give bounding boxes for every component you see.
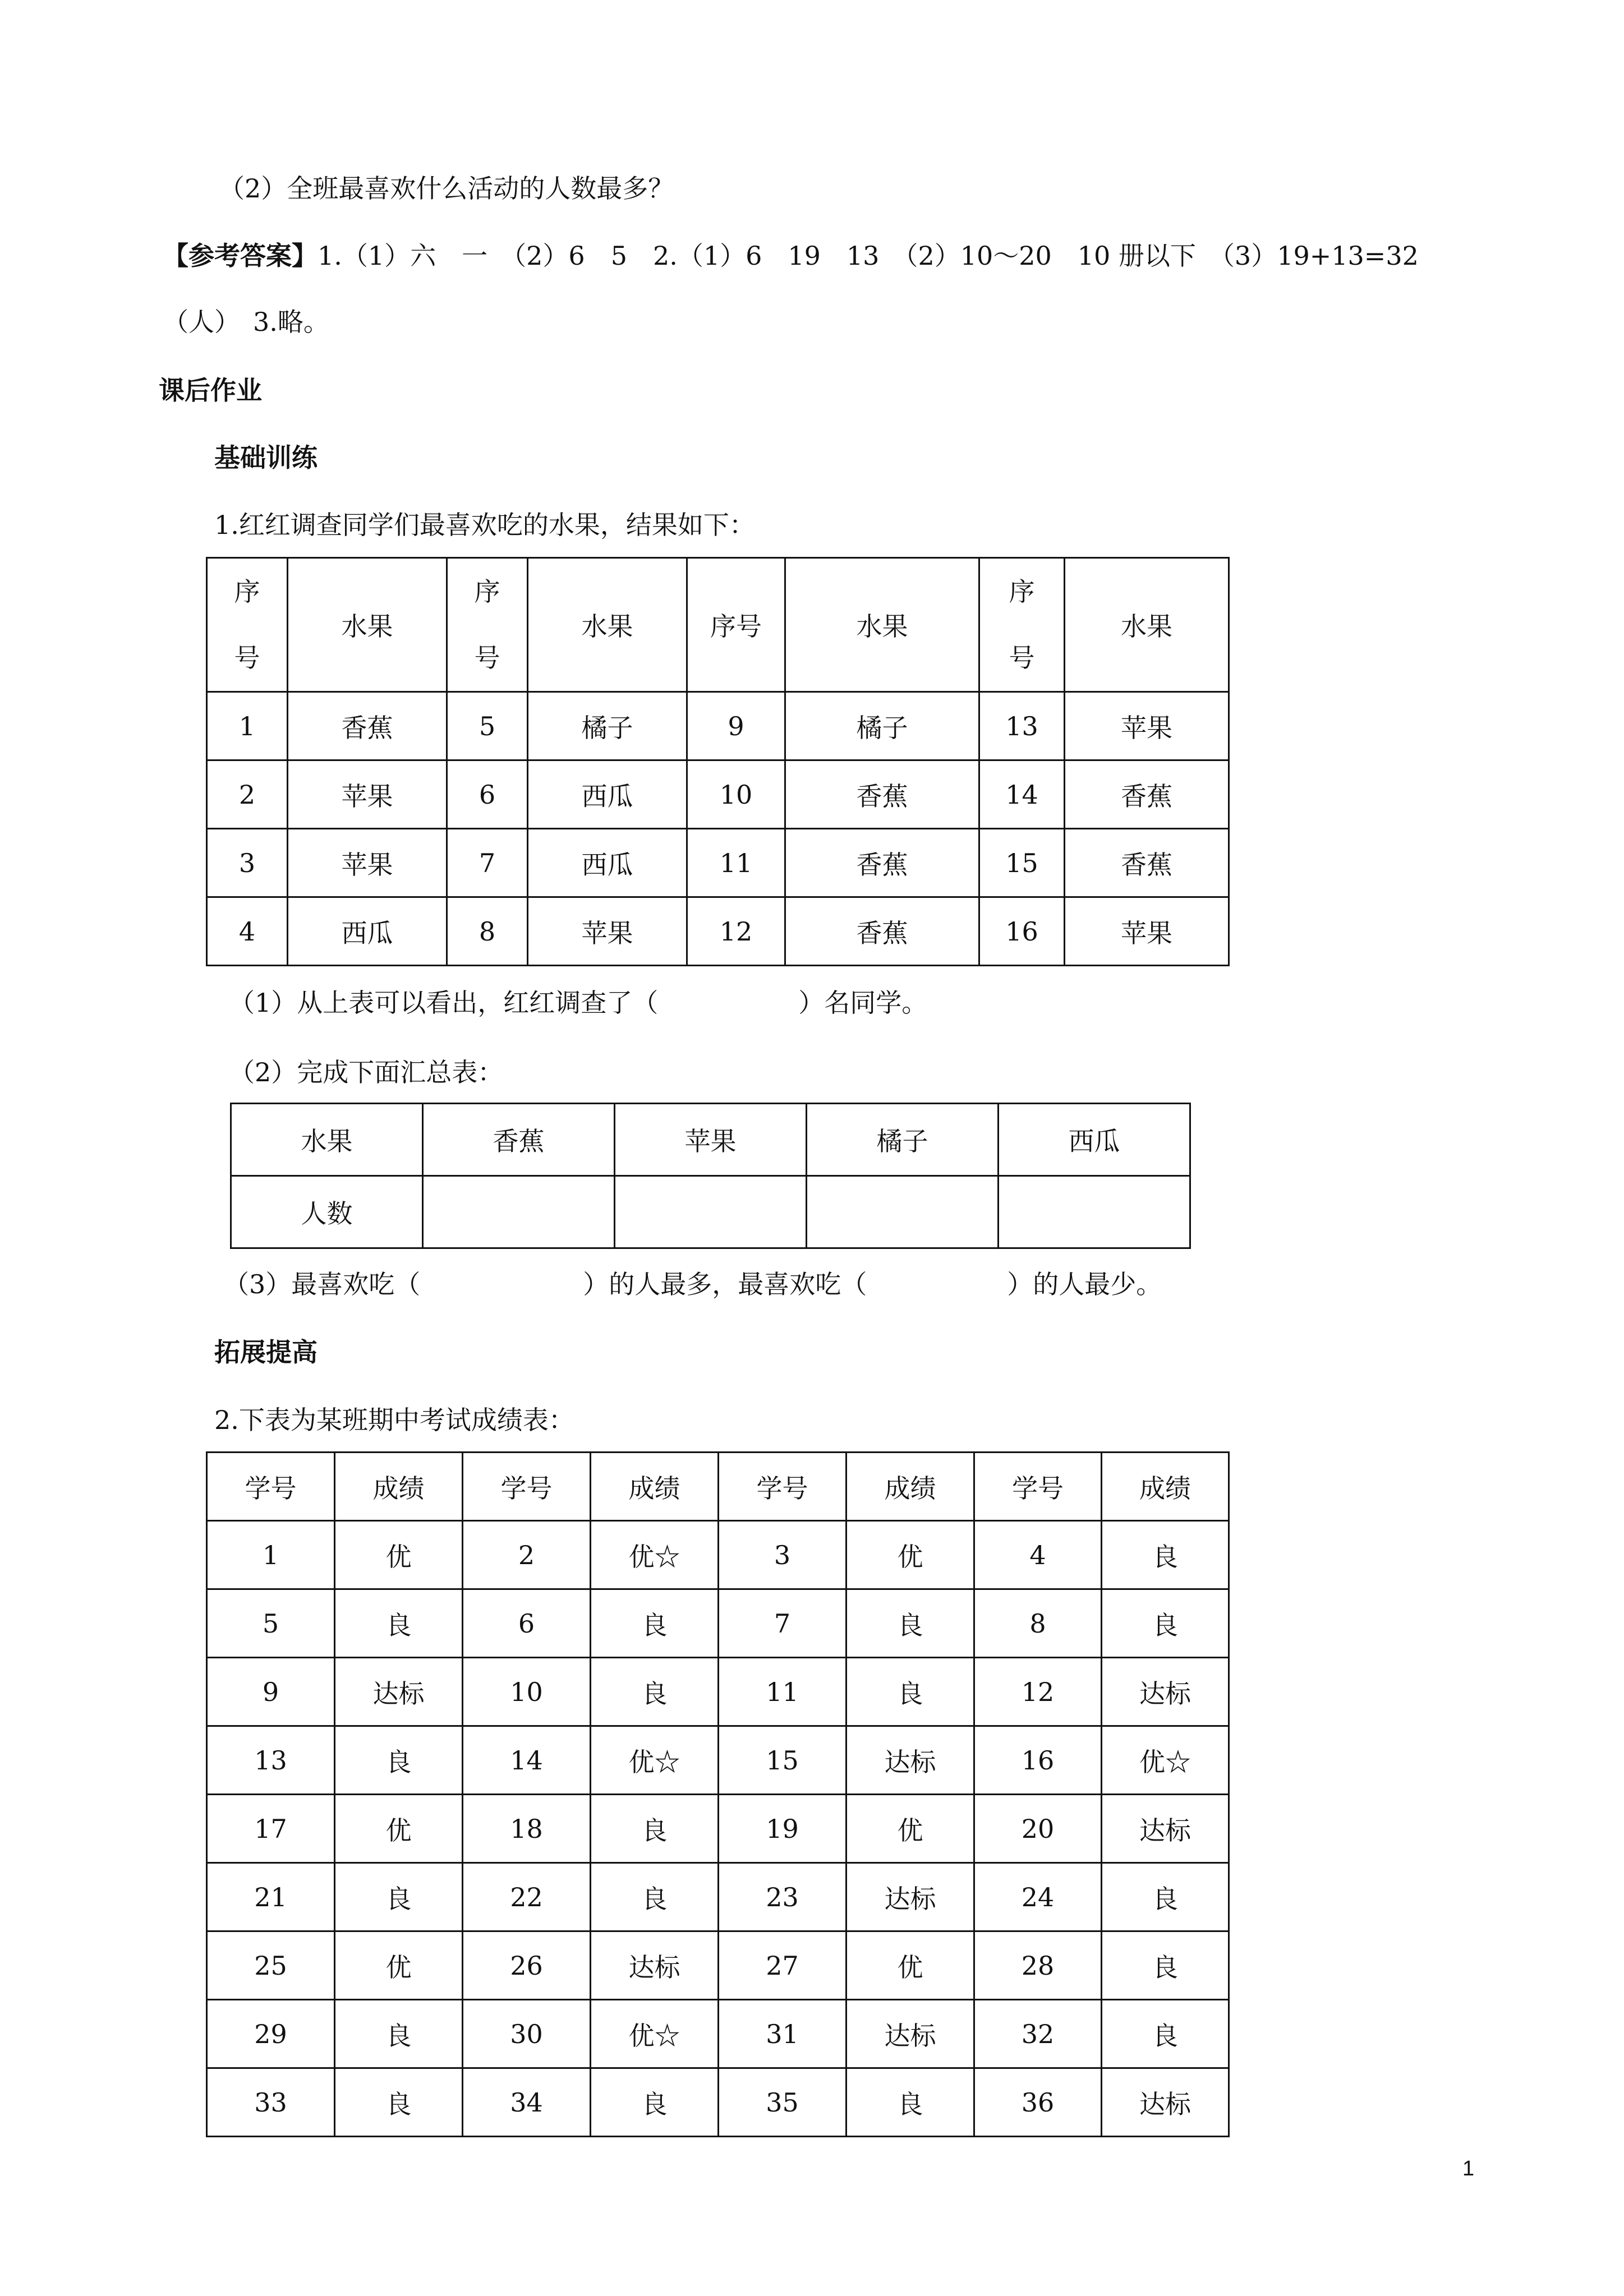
answer-line-2: （人） 3.略。 [163, 307, 329, 337]
page-number: 1 [1462, 2157, 1475, 2180]
table-row [207, 1931, 1229, 2000]
sub-question-1-suffix: ）名同学。 [798, 988, 928, 1018]
table-cell: 6 [463, 1589, 591, 1658]
table-cell: 10 [463, 1658, 591, 1726]
table-cell: 4 [974, 1521, 1102, 1589]
table-row [207, 1726, 1229, 1795]
table-cell: 优 [846, 1931, 974, 2000]
table-cell: 达标 [1102, 1658, 1229, 1726]
table-cell: 24 [974, 1863, 1102, 1931]
sub-question-1-prefix: （1）从上表可以看出，红红调查了（ [229, 988, 659, 1018]
table-cell: 11 [719, 1658, 846, 1726]
table-cell: 14 [979, 760, 1065, 829]
table-row [207, 1521, 1229, 1589]
header-cell: 成绩 [1102, 1453, 1229, 1521]
header-cell: 水果 [785, 558, 979, 692]
sub-question-3-part-b: ）的人最多，最喜欢吃（ [583, 1269, 867, 1299]
sub-question-3 [223, 1267, 1162, 1301]
table-header-row [207, 558, 1229, 692]
table-cell: 15 [719, 1726, 846, 1795]
table-cell: 7 [447, 829, 528, 897]
table-cell: 达标 [846, 1726, 974, 1795]
table-cell: 27 [719, 1931, 846, 2000]
table-cell: 良 [335, 1726, 463, 1795]
summary-table [230, 1103, 1191, 1249]
table-cell: 良 [335, 1863, 463, 1931]
table-cell: 14 [463, 1726, 591, 1795]
table-cell: 优 [846, 1795, 974, 1863]
table-cell: 香蕉 [785, 760, 979, 829]
table-cell: 优☆ [1102, 1726, 1229, 1795]
table-row [207, 1589, 1229, 1658]
grades-table [206, 1451, 1230, 2137]
table-cell: 良 [591, 1589, 719, 1658]
summary-answer-cell[interactable] [999, 1176, 1190, 1248]
extend-heading: 拓展提高 [214, 1337, 318, 1367]
table-cell: 9 [687, 692, 785, 760]
question-1-text: 1.红红调查同学们最喜欢吃的水果，结果如下： [214, 510, 755, 540]
table-cell: 达标 [591, 1931, 719, 2000]
table-cell: 2 [463, 1521, 591, 1589]
table-cell: 22 [463, 1863, 591, 1931]
table-cell: 良 [591, 1863, 719, 1931]
table-cell: 优 [846, 1521, 974, 1589]
table-cell: 优☆ [591, 2000, 719, 2068]
answer-text-1: 1.（1）六 一 （2）6 5 2.（1）6 19 13 （2）10～20 10 册以下 （3）19+13=32 [318, 241, 1419, 271]
table-cell: 3 [719, 1521, 846, 1589]
table-cell: 3 [207, 829, 288, 897]
table-cell: 西瓜 [288, 897, 447, 966]
table-cell: 12 [974, 1658, 1102, 1726]
table-cell: 29 [207, 2000, 335, 2068]
summary-cell: 西瓜 [999, 1104, 1190, 1176]
header-cell: 成绩 [846, 1453, 974, 1521]
table-cell: 西瓜 [528, 760, 687, 829]
header-cell: 序号 [687, 558, 785, 692]
table-cell: 香蕉 [1065, 760, 1229, 829]
table-cell: 苹果 [1065, 897, 1229, 966]
table-cell: 1 [207, 692, 288, 760]
section-title: 课后作业 [159, 375, 262, 405]
table-cell: 21 [207, 1863, 335, 1931]
table-cell: 32 [974, 2000, 1102, 2068]
table-row [207, 1863, 1229, 1931]
table-cell: 5 [207, 1589, 335, 1658]
table-cell: 良 [1102, 1931, 1229, 2000]
summary-answer-cell[interactable] [615, 1176, 807, 1248]
summary-cell: 水果 [231, 1104, 423, 1176]
table-cell: 35 [719, 2068, 846, 2137]
header-cell: 序号 [207, 558, 288, 692]
table-cell: 苹果 [528, 897, 687, 966]
table-cell: 7 [719, 1589, 846, 1658]
summary-cell: 香蕉 [423, 1104, 615, 1176]
table-cell: 良 [591, 2068, 719, 2137]
question-2-text: （2）全班最喜欢什么活动的人数最多？ [219, 173, 674, 204]
table-cell: 良 [591, 1795, 719, 1863]
table-cell: 10 [687, 760, 785, 829]
table-cell: 良 [846, 1589, 974, 1658]
table-cell: 4 [207, 897, 288, 966]
table-cell: 13 [207, 1726, 335, 1795]
header-cell: 学号 [207, 1453, 335, 1521]
grades-header-row [207, 1453, 1229, 1521]
table-cell: 13 [979, 692, 1065, 760]
sub-question-1 [229, 986, 927, 1020]
table-cell: 11 [687, 829, 785, 897]
table-cell: 优☆ [591, 1521, 719, 1589]
table-cell: 8 [974, 1589, 1102, 1658]
summary-answer-cell[interactable] [423, 1176, 615, 1248]
table-cell: 31 [719, 2000, 846, 2068]
table-cell: 良 [846, 2068, 974, 2137]
table-cell: 9 [207, 1658, 335, 1726]
table-cell: 达标 [1102, 2068, 1229, 2137]
answer-line-1 [163, 239, 1419, 273]
table-cell: 优 [335, 1521, 463, 1589]
table-cell: 6 [447, 760, 528, 829]
header-cell: 序号 [979, 558, 1065, 692]
summary-cell: 人数 [231, 1176, 423, 1248]
header-cell: 水果 [1065, 558, 1229, 692]
header-cell: 学号 [463, 1453, 591, 1521]
fruit-survey-table [206, 557, 1230, 966]
table-row [207, 1658, 1229, 1726]
table-cell: 良 [1102, 1521, 1229, 1589]
table-cell: 香蕉 [785, 829, 979, 897]
table-cell: 优☆ [591, 1726, 719, 1795]
table-cell: 18 [463, 1795, 591, 1863]
table-cell: 橘子 [528, 692, 687, 760]
table-cell: 达标 [335, 1658, 463, 1726]
table-cell: 达标 [846, 2000, 974, 2068]
table-cell: 20 [974, 1795, 1102, 1863]
table-cell: 12 [687, 897, 785, 966]
table-cell: 26 [463, 1931, 591, 2000]
table-row [207, 2000, 1229, 2068]
sub-question-3-part-a: （3）最喜欢吃（ [223, 1269, 421, 1299]
table-row [207, 1795, 1229, 1863]
table-cell: 17 [207, 1795, 335, 1863]
table-row [207, 760, 1229, 829]
header-cell: 水果 [528, 558, 687, 692]
table-cell: 15 [979, 829, 1065, 897]
table-row [207, 829, 1229, 897]
table-cell: 19 [719, 1795, 846, 1863]
table-row [207, 897, 1229, 966]
summary-cell: 苹果 [615, 1104, 807, 1176]
summary-cell: 橘子 [807, 1104, 999, 1176]
table-cell: 良 [591, 1658, 719, 1726]
table-cell: 香蕉 [1065, 829, 1229, 897]
table-cell: 2 [207, 760, 288, 829]
header-cell: 成绩 [335, 1453, 463, 1521]
table-cell: 苹果 [1065, 692, 1229, 760]
table-cell: 达标 [1102, 1795, 1229, 1863]
table-cell: 良 [846, 1658, 974, 1726]
table-row [207, 2068, 1229, 2137]
table-cell: 香蕉 [288, 692, 447, 760]
table-cell: 良 [335, 2000, 463, 2068]
table-cell: 28 [974, 1931, 1102, 2000]
table-cell: 8 [447, 897, 528, 966]
table-cell: 优 [335, 1931, 463, 2000]
sub-question-2: （2）完成下面汇总表： [229, 1057, 504, 1087]
summary-header-row [231, 1104, 1190, 1176]
table-cell: 25 [207, 1931, 335, 2000]
table-cell: 西瓜 [528, 829, 687, 897]
table-cell: 橘子 [785, 692, 979, 760]
table-cell: 苹果 [288, 760, 447, 829]
table-cell: 36 [974, 2068, 1102, 2137]
table-cell: 香蕉 [785, 897, 979, 966]
table-cell: 34 [463, 2068, 591, 2137]
header-cell: 水果 [288, 558, 447, 692]
header-cell: 成绩 [591, 1453, 719, 1521]
table-cell: 30 [463, 2000, 591, 2068]
table-cell: 16 [974, 1726, 1102, 1795]
table-cell: 优 [335, 1795, 463, 1863]
table-cell: 良 [1102, 1589, 1229, 1658]
table-cell: 5 [447, 692, 528, 760]
table-cell: 良 [1102, 2000, 1229, 2068]
sub-question-3-part-c: ）的人最少。 [1007, 1269, 1162, 1299]
question-2-title: 2.下表为某班期中考试成绩表： [214, 1405, 574, 1435]
table-cell: 16 [979, 897, 1065, 966]
table-cell: 良 [335, 2068, 463, 2137]
header-cell: 学号 [974, 1453, 1102, 1521]
table-cell: 良 [1102, 1863, 1229, 1931]
header-cell: 学号 [719, 1453, 846, 1521]
basic-heading: 基础训练 [214, 442, 318, 473]
table-cell: 良 [335, 1589, 463, 1658]
table-cell: 苹果 [288, 829, 447, 897]
table-cell: 33 [207, 2068, 335, 2137]
summary-count-row [231, 1176, 1190, 1248]
table-cell: 1 [207, 1521, 335, 1589]
header-cell: 序号 [447, 558, 528, 692]
table-cell: 23 [719, 1863, 846, 1931]
table-cell: 达标 [846, 1863, 974, 1931]
table-row [207, 692, 1229, 760]
summary-answer-cell[interactable] [807, 1176, 999, 1248]
answer-label: 【参考答案】 [163, 241, 318, 271]
